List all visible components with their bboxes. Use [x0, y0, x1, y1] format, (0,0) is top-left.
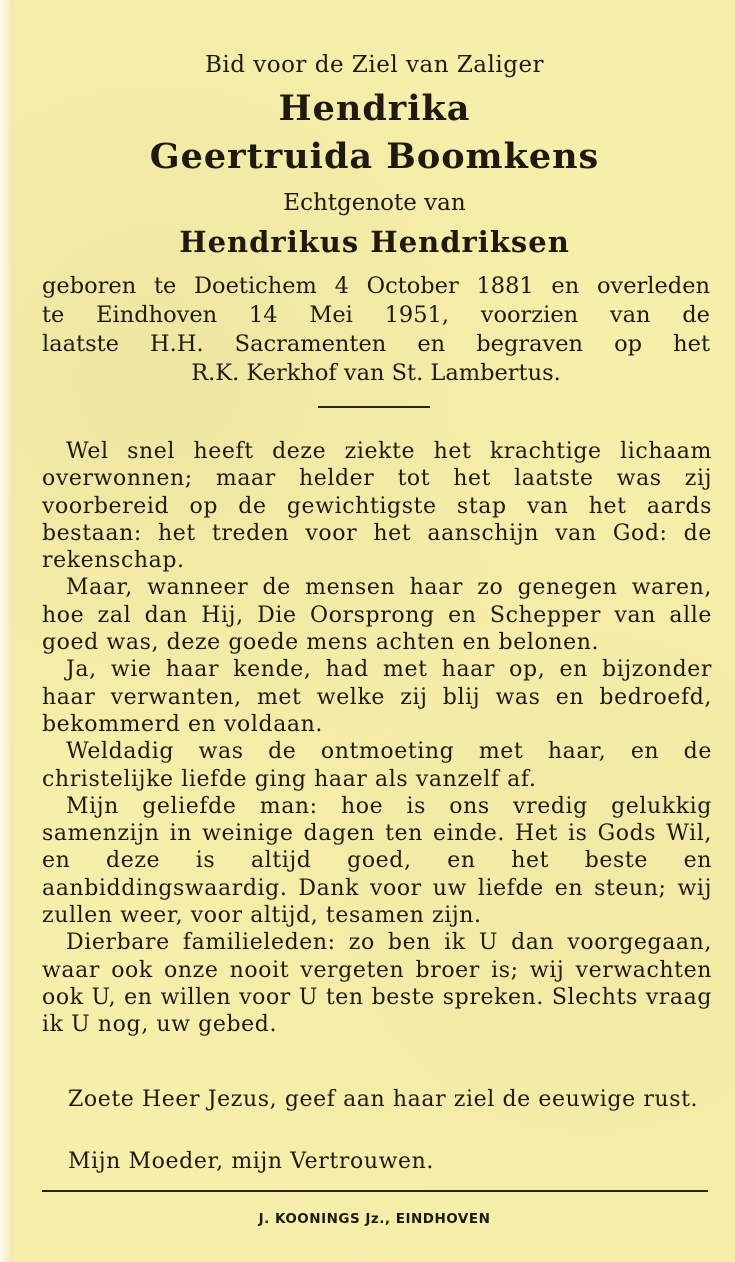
- deceased-first-name: Hendrika: [278, 88, 471, 129]
- bio-paragraph: [42, 272, 710, 388]
- memorial-text: [42, 438, 712, 1039]
- text-paragraph: Ja, wie haar kende, had met haar op, en bijzonder haar verwanten, met welke zij blij was en bedroefd, bekommerd en voldaan.: [42, 657, 712, 737]
- closing-prayer: Zoete Heer Jezus, geef aan haar ziel de eeuwige rust.: [68, 1087, 699, 1112]
- text-paragraph: Weldadig was de ontmoeting met haar, en de christelijke liefde ging haar als vanzelf af.: [42, 739, 712, 792]
- spouse-label: Echtgenote van: [283, 190, 466, 216]
- closing-invocation: Mijn Moeder, mijn Vertrouwen.: [68, 1149, 434, 1174]
- footer-rule: [42, 1190, 708, 1192]
- text-paragraph: Maar, wanneer de mensen haar zo genegen waren, hoe zal dan Hij, Die Oorsprong en Schepper van alle goed was, deze goede mens achten en belonen.: [42, 575, 712, 656]
- card-edge: [0, 0, 14, 1262]
- bio-line: te Eindhoven 14 Mei 1951, voorzien van de: [42, 302, 710, 328]
- text-paragraph: Dierbare familieleden: zo ben ik U dan voorgegaan, waar ook onze nooit vergeten broer is; wij verwachten ook U, en willen voor U ten beste spreken. Slechts vraag ik U nog, uw gebed.: [42, 930, 712, 1038]
- bio-line: geboren te Doetichem 4 October 1881 en overleden: [42, 273, 710, 299]
- deceased-full-name: Geertruida Boomkens: [149, 136, 600, 177]
- divider: [318, 406, 430, 408]
- spouse-name: Hendrikus Hendriksen: [179, 225, 570, 259]
- prayer-line: Bid voor de Ziel van Zaliger: [204, 52, 545, 78]
- text-paragraph: Mijn geliefde man: hoe is ons vredig gelukkig samenzijn in weinige dagen ten einde. Het is Gods Wil, en deze is altijd goed, en het beste en aanbiddingswaardig. Dank voor uw liefde en steun; wij zullen weer, voor altijd, tesamen zijn.: [42, 793, 712, 929]
- text-paragraph: Wel snel heeft deze ziekte het krachtige lichaam overwonnen; maar helder tot het laatste was zij voorbereid op de gewichtigste stap van het aards bestaan: het treden voor het aanschijn van God: de rekenschap.: [42, 439, 712, 574]
- bio-line: R.K. Kerkhof van St. Lambertus.: [191, 360, 561, 386]
- bio-line: laatste H.H. Sacramenten en begraven op het: [42, 331, 710, 357]
- printer-credit: J. KOONINGS Jz., EINDHOVEN: [258, 1211, 491, 1227]
- memorial-card: [14, 0, 735, 1262]
